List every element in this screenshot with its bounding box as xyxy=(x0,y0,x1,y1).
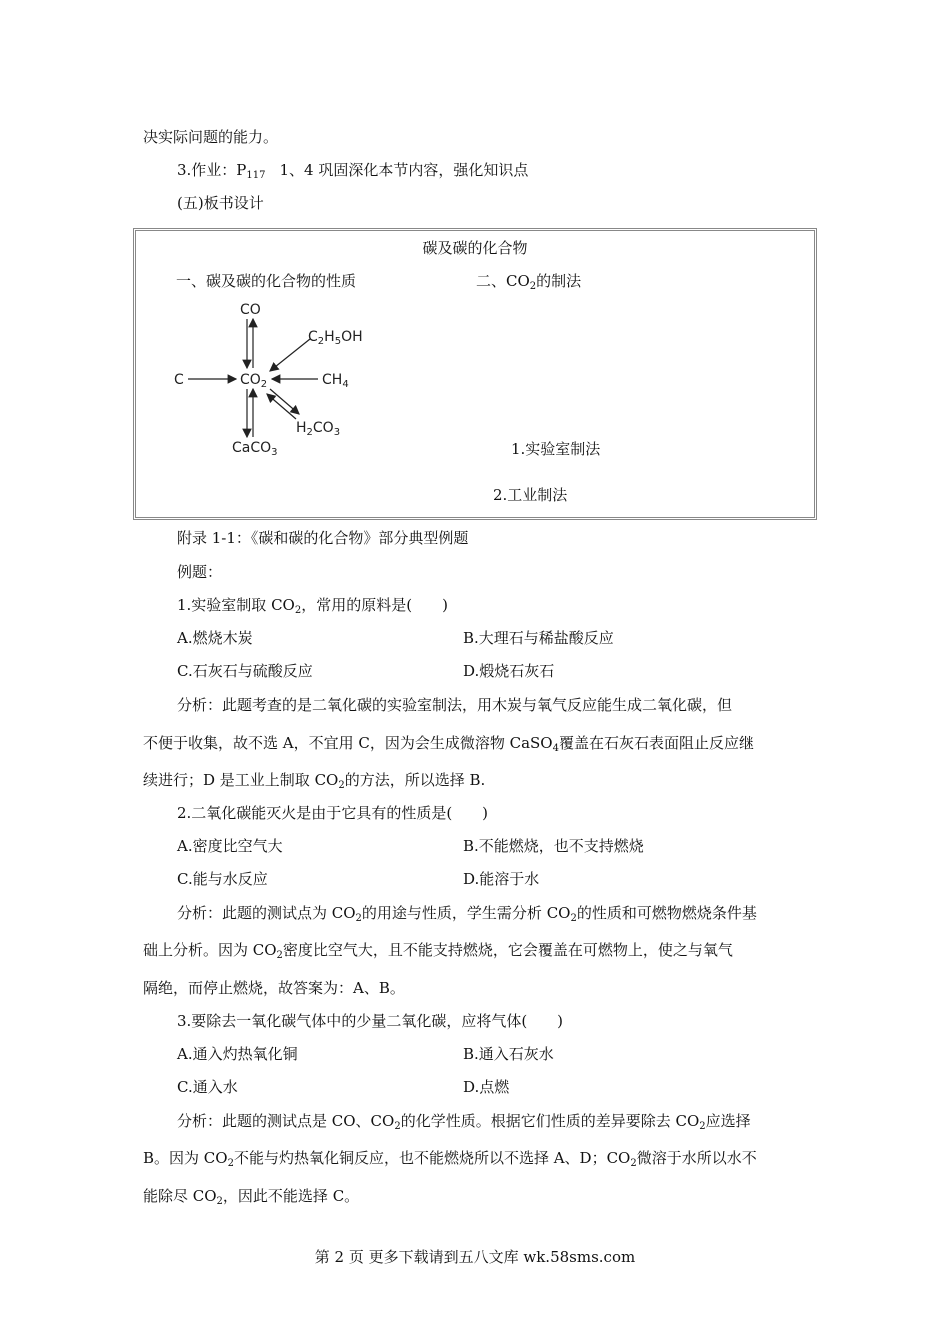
label-co2: $CO_2$ xyxy=(240,372,268,390)
label-c2h5oh: $C_2H_5OH$ xyxy=(308,329,363,347)
examples-label: 例题： xyxy=(177,563,223,581)
label-co: CO xyxy=(240,302,261,318)
arrow-co2-to-h2co3 xyxy=(270,389,299,414)
board-title: 碳及碳的化合物 xyxy=(422,239,528,257)
right-heading-sub: 2 xyxy=(529,281,537,292)
q2-analysis-line: 础上分析。因为 $CO_2$密度比空气大，且不能支持燃烧，它会覆盖在可燃物上，使之与氧气 xyxy=(143,941,733,961)
q3-analysis-line: 分析：此题的测试点是 CO、$CO_2$的化学性质。根据它们性质的差异要除去 $CO_2$应选择 xyxy=(177,1112,751,1132)
board-design-box xyxy=(133,228,817,520)
homework-line xyxy=(177,160,528,186)
q3-option-c: C.通入水 xyxy=(177,1078,238,1096)
q1-stem: 1.实验室制取 $CO_2$，常用的原料是( ) xyxy=(177,596,448,616)
q2-analysis-line: 隔绝，而停止燃烧，故答案为：A、B。 xyxy=(143,979,405,997)
carbon-relation-diagram xyxy=(136,231,814,517)
q2-option-d: D.能溶于水 xyxy=(463,870,540,888)
q2-option-a: A.密度比空气大 xyxy=(177,837,283,855)
right-heading-pre: 二、CO xyxy=(476,272,530,290)
q1-analysis-line: 分析：此题考查的是二氧化碳的实验室制法，用木炭与氧气反应能生成二氧化碳，但 xyxy=(177,696,733,714)
q2-option-b: B.不能燃烧，也不支持燃烧 xyxy=(463,837,644,855)
homework-prefix: 3.作业：P xyxy=(177,161,247,179)
label-c: C xyxy=(174,372,184,388)
q2-option-c: C.能与水反应 xyxy=(177,870,268,888)
q1-option-d: D.煅烧石灰石 xyxy=(463,662,555,680)
text-line: 决实际问题的能力。 xyxy=(143,128,279,146)
q3-option-d: D.点燃 xyxy=(463,1078,510,1096)
page-footer: 第 2 页 更多下载请到五八文库 wk.58sms.com xyxy=(314,1248,636,1266)
homework-suffix: 1、4 巩固深化本节内容，强化知识点 xyxy=(279,161,529,179)
q1-option-b: B.大理石与稀盐酸反应 xyxy=(463,629,614,647)
board-left-heading: 一、碳及碳的化合物的性质 xyxy=(176,272,357,290)
arrow-c2h5oh-to-co2 xyxy=(270,339,310,371)
label-caco3: CaCO$_3$ xyxy=(232,440,278,458)
label-ch4: $CH_4$ xyxy=(322,372,349,390)
label-h2co3: $H_2CO_3$ xyxy=(296,420,341,438)
q1-analysis-line: 续进行；D 是工业上制取 $CO_2$的方法，所以选择 B. xyxy=(143,771,486,791)
section-heading: (五)板书设计 xyxy=(177,194,264,212)
q1-option-c: C.石灰石与硫酸反应 xyxy=(177,662,313,680)
arrow-h2co3-to-co2 xyxy=(267,394,296,419)
q3-option-b: B.通入石灰水 xyxy=(463,1045,554,1063)
right-heading-post: 的制法 xyxy=(536,272,582,290)
q2-analysis-line: 分析：此题的测试点为 $CO_2$的用途与性质，学生需分析 $CO_2$的性质和可燃物燃烧条件基 xyxy=(177,904,757,924)
q2-stem: 2.二氧化碳能灭火是由于它具有的性质是( ) xyxy=(177,804,489,822)
q3-option-a: A.通入灼热氧化铜 xyxy=(177,1045,298,1063)
homework-sub: 117 xyxy=(246,170,266,181)
q1-option-a: A.燃烧木炭 xyxy=(177,629,253,647)
q1-analysis-line: 不便于收集，故不选 A，不宜用 C，因为会生成微溶物 CaSO$_4$覆盖在石灰石表面阻止反应继 xyxy=(143,734,754,754)
q3-analysis-line: B。因为 $CO_2$不能与灼热氧化铜反应，也不能燃烧所以不选择 A、D；$CO_2$微溶于水所以水不 xyxy=(143,1149,757,1169)
board-method-2: 2.工业制法 xyxy=(493,486,568,504)
board-method-1: 1.实验室制法 xyxy=(511,440,601,458)
q3-stem: 3.要除去一氧化碳气体中的少量二氧化碳，应将气体( ) xyxy=(177,1012,564,1030)
appendix-title: 附录 1-1：《碳和碳的化合物》部分典型例题 xyxy=(177,529,469,547)
q3-analysis-line: 能除尽 $CO_2$，因此不能选择 C。 xyxy=(143,1187,360,1207)
